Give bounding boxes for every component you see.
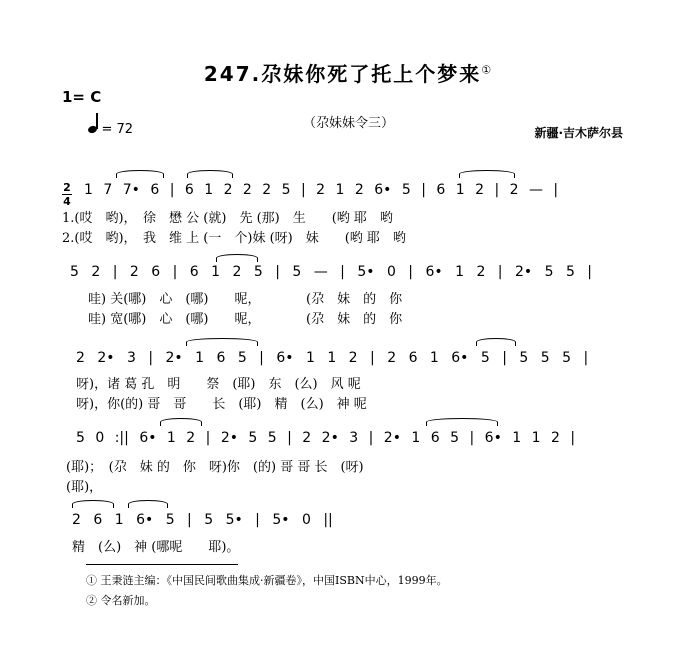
- footnote-divider: [86, 564, 238, 565]
- notation-line: 1 7 7• 6 | 6 1 2 2 2 5 | 2 1 2 6• 5 | 6 1 2 | 2 — |: [84, 182, 559, 198]
- footnote-1: ① 王秉涟主编：《中国民间歌曲集成·新疆卷》，中国ISBN中心，1999年。: [86, 574, 448, 587]
- score-row-5: [72, 512, 372, 532]
- slur: [426, 418, 498, 426]
- lyric-verse-2: 2.(哎 哟)， 我 维 上 (一 个)妹 (呀) 妹 (哟 耶 哟: [62, 231, 406, 246]
- title-footnote-mark: ①: [481, 63, 494, 77]
- slur: [216, 254, 258, 262]
- song-subtitle: （尕妹妹令三）: [302, 116, 394, 131]
- time-signature: 2 4: [63, 181, 71, 208]
- slur: [187, 170, 233, 178]
- song-origin: 新疆·吉木萨尔县: [534, 126, 623, 140]
- notation-line: 2 6 1 6• 5 | 5 5• | 5• 0 ||: [72, 512, 333, 528]
- slur: [128, 500, 168, 508]
- slur: [186, 338, 258, 346]
- score-row-2: [70, 264, 640, 284]
- lyric-verse-1: (耶)； (尕 妹 的 你 呀)你 (的) 哥 哥 长 (呀): [66, 460, 364, 475]
- slur: [476, 338, 516, 346]
- lyric-verse-2: 哇) 宽(哪) 心 (哪) 呢， (尕 妹 的 你: [88, 312, 403, 327]
- lyric-verse-2: 呀)，你(的) 哥 哥 长 (耶) 精 (么) 神 呢: [76, 397, 367, 412]
- score-row-1: [84, 182, 644, 202]
- score-row-3: [76, 350, 646, 370]
- slur: [160, 418, 202, 426]
- lyric-verse-1: 精 (么) 神 (哪呢 耶)。: [72, 540, 240, 555]
- slur: [116, 170, 164, 178]
- lyric-verse-2: (耶)，: [66, 480, 103, 495]
- notation-line: 5 0 :|| 6• 1 2 | 2• 5 5 | 2 2• 3 | 2• 1 6 5 | 6• 1 1 2 |: [76, 430, 576, 446]
- lyric-verse-1: 1.(哎 哟)， 徐 懋 公 (就) 先 (那) 生 (哟 耶 哟: [62, 211, 393, 226]
- notation-line: 2 2• 3 | 2• 1 6 5 | 6• 1 1 2 | 2 6 1 6• 5 | 5 5 5 |: [76, 350, 589, 366]
- key-signature: 1= C: [62, 88, 102, 106]
- footnote-2: ② 令名新加。: [86, 594, 156, 607]
- notation-line: 5 2 | 2 6 | 6 1 2 5 | 5 — | 5• 0 | 6• 1 2 | 2• 5 5 |: [70, 264, 593, 280]
- lyric-verse-1: 哇) 关(哪) 心 (哪) 呢， (尕 妹 的 你: [88, 292, 403, 307]
- score-row-4: [76, 430, 646, 450]
- lyric-verse-1: 呀)，诸 葛 孔 明 祭 (耶) 东 (么) 风 呢: [76, 377, 361, 392]
- slur: [72, 500, 114, 508]
- song-title: 247.尕妹你死了托上个梦来①: [203, 62, 494, 86]
- tempo-marking: = 72: [88, 113, 133, 137]
- slur: [459, 170, 515, 178]
